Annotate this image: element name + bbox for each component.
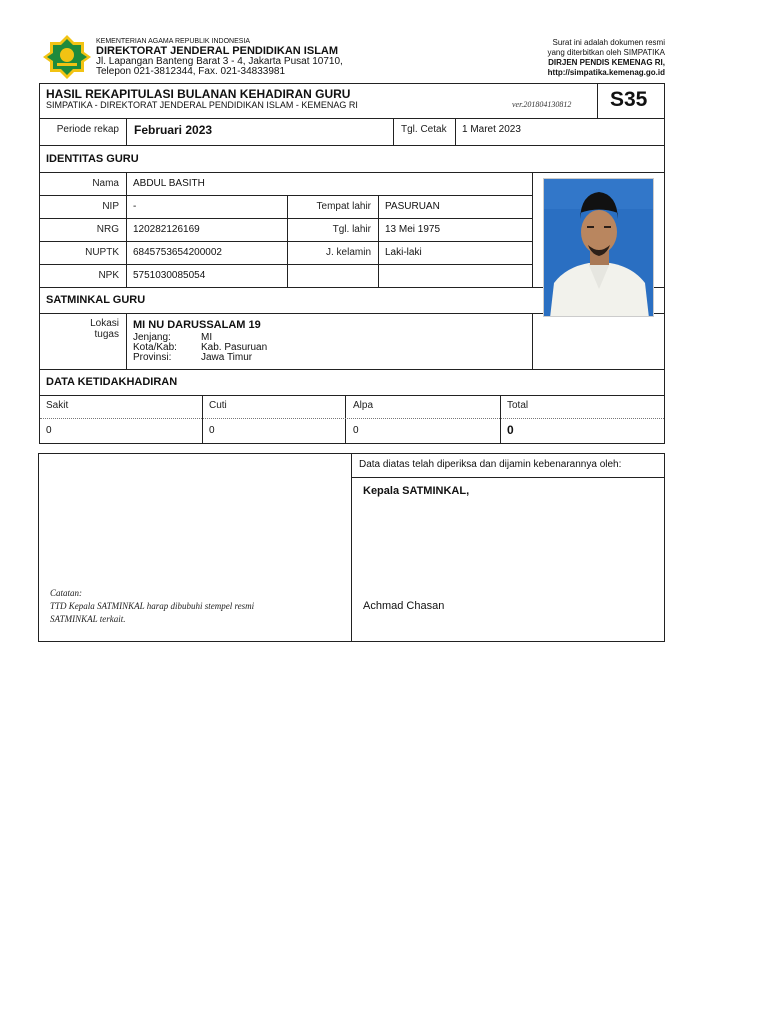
frame-line [597, 83, 598, 118]
cuti-label: Cuti [209, 400, 227, 411]
npk-value: 5751030085054 [133, 270, 206, 281]
identitas-heading: IDENTITAS GURU [46, 153, 139, 165]
satminkal-heading: SATMINKAL GURU [46, 294, 146, 306]
note-line: yang diterbitkan oleh SIMPATIKA [547, 48, 665, 57]
directorate-phone: Telepon 021-3812344, Fax. 021-34833981 [96, 66, 286, 77]
frame-line [532, 313, 533, 369]
kota-label: Kota/Kab: [133, 342, 177, 353]
nrg-value: 120282126169 [133, 224, 200, 235]
jenis-kelamin-value: Laki-laki [385, 247, 422, 258]
ministry-logo [41, 34, 93, 80]
catatan-text: TTD Kepala SATMINKAL harap dibubuhi stempel resmi [50, 601, 255, 611]
directorate-name: DIREKTORAT JENDERAL PENDIDIKAN ISLAM [96, 45, 339, 57]
frame-line [39, 218, 533, 219]
note-line: Surat ini adalah dokumen resmi [552, 38, 665, 47]
nama-value: ABDUL BASITH [133, 178, 205, 189]
frame-line [39, 369, 665, 370]
tgl-lahir-value: 13 Mei 1975 [385, 224, 441, 235]
frame-line [455, 118, 456, 145]
nuptk-value: 6845753654200002 [133, 247, 222, 258]
frame-line [202, 395, 203, 443]
sakit-value: 0 [46, 425, 52, 436]
jenjang-value: MI [201, 332, 213, 343]
lokasi-label-line: tugas [94, 329, 119, 340]
frame-line [39, 118, 665, 119]
nip-label: NIP [102, 201, 119, 212]
tempat-lahir-label: Tempat lahir [316, 201, 371, 212]
alpa-value: 0 [353, 425, 359, 436]
catatan-note [50, 587, 254, 626]
catatan-text: SATMINKAL terkait. [50, 614, 126, 624]
npk-label: NPK [98, 270, 119, 281]
kota-value: Kab. Pasuruan [201, 342, 268, 353]
directorate-address: Jl. Lapangan Banteng Barat 3 - 4, Jakarta Pusat 10710, [96, 56, 343, 67]
verification-text: Data diatas telah diperiksa dan dijamin kebenarannya oleh: [359, 459, 622, 470]
note-url: http://simpatika.kemenag.go.id [547, 68, 665, 77]
nuptk-label: NUPTK [85, 247, 119, 258]
tgl-lahir-label: Tgl. lahir [332, 224, 371, 235]
provinsi-value: Jawa Timur [201, 352, 253, 363]
frame-line [39, 83, 665, 84]
school-name: MI NU DARUSSALAM 19 [133, 319, 261, 331]
frame-line [500, 395, 501, 443]
version-label: ver.201804130812 [512, 100, 572, 109]
form-code: S35 [610, 88, 648, 111]
jenis-kelamin-label: J. kelamin [325, 247, 371, 258]
alpa-label: Alpa [353, 400, 374, 411]
tempat-lahir-value: PASURUAN [385, 201, 440, 212]
kepala-name: Achmad Chasan [363, 600, 445, 612]
catatan-label: Catatan: [50, 588, 83, 598]
sakit-label: Sakit [46, 400, 69, 411]
frame-line [532, 172, 533, 287]
cuti-value: 0 [209, 425, 215, 436]
frame-line [351, 477, 665, 478]
jenjang-label: Jenjang: [133, 332, 171, 343]
frame-line [378, 195, 379, 287]
frame-line [345, 395, 346, 443]
frame-line [39, 241, 533, 242]
print-date-value: 1 Maret 2023 [462, 124, 521, 135]
frame-line [664, 83, 665, 444]
lokasi-tugas-label [40, 318, 119, 340]
total-label: Total [507, 400, 529, 411]
periode-label: Periode rekap [56, 124, 119, 135]
page-title: HASIL REKAPITULASI BULANAN KEHADIRAN GURU [46, 87, 351, 101]
frame-line [39, 443, 665, 444]
frame-line [126, 172, 127, 287]
nrg-label: NRG [96, 224, 119, 235]
lokasi-label-line: Lokasi [90, 318, 119, 329]
frame-line [393, 118, 394, 145]
frame-line [39, 395, 665, 396]
frame-line [39, 264, 533, 265]
ministry-name: KEMENTERIAN AGAMA REPUBLIK INDONESIA [96, 38, 251, 45]
frame-line [39, 172, 665, 173]
nip-value: - [133, 201, 137, 212]
frame-line [39, 145, 665, 146]
kehadiran-heading: DATA KETIDAKHADIRAN [46, 376, 178, 388]
frame-line [39, 83, 40, 444]
row-separator [40, 418, 664, 419]
print-date-label: Tgl. Cetak [401, 124, 447, 135]
kepala-label: Kepala SATMINKAL, [363, 485, 470, 497]
frame-line [351, 453, 352, 642]
provinsi-label: Provinsi: [133, 352, 172, 363]
frame-line [126, 313, 127, 369]
note-line: DIRJEN PENDIS KEMENAG RI, [548, 58, 665, 67]
frame-line [39, 195, 533, 196]
official-note [465, 38, 665, 78]
periode-value: Februari 2023 [134, 123, 213, 137]
nama-label: Nama [92, 178, 119, 189]
frame-line [126, 118, 127, 145]
teacher-photo [543, 178, 654, 317]
page-subtitle: SIMPATIKA - DIREKTORAT JENDERAL PENDIDIKAN ISLAM - KEMENAG RI [46, 100, 358, 110]
total-value: 0 [507, 423, 514, 437]
